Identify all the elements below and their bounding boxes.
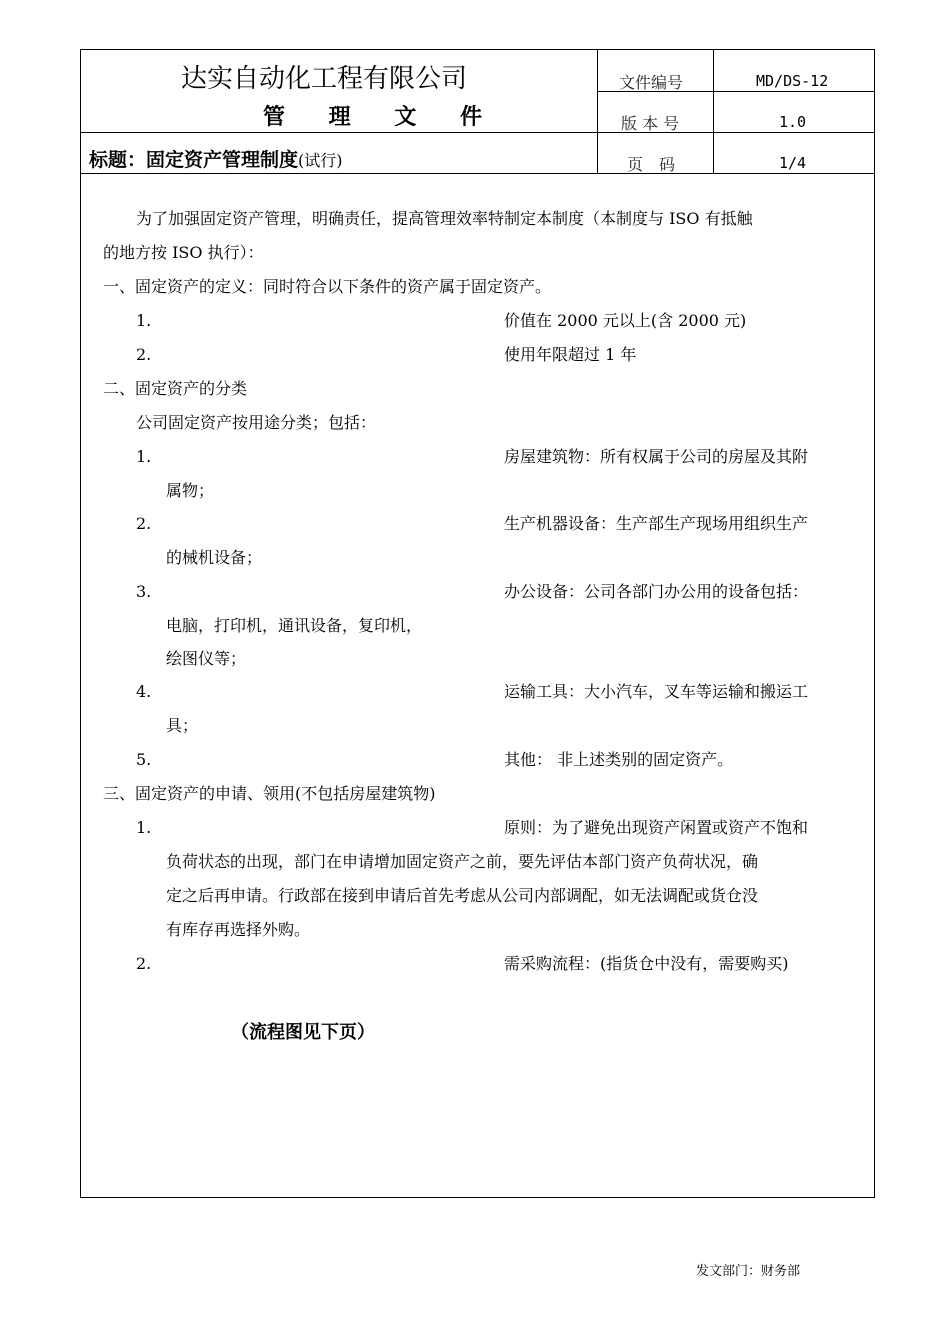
doc-title-suffix: (试行) (298, 151, 343, 170)
doc-type: 管 理 文 件 (263, 105, 500, 130)
sec1-item-2-num: 2. (136, 345, 152, 364)
intro-line-1: 为了加强固定资产管理，明确责任，提高管理效率特制定本制度（本制度与 ISO 有抵触 (136, 209, 753, 228)
sec2-item-4-text: 运输工具：大小汽车，叉车等运输和搬运工 (504, 682, 809, 701)
sec2-item-1-cont: 属物； (166, 481, 215, 500)
meta-value-doc-no: MD/DS-12 (756, 72, 829, 90)
meta-value-page: 1/4 (779, 154, 807, 172)
meta-label-doc-no: 文件编号 (619, 73, 684, 92)
flowchart-note: （流程图见下页） (231, 1022, 375, 1043)
sec2-item-5-text: 其他： 非上述类别的固定资产。 (504, 750, 734, 769)
sec2-item-1-text: 房屋建筑物：所有权属于公司的房屋及其附 (504, 447, 809, 466)
sec3-item-1-num: 1. (136, 818, 152, 837)
sec1-item-1-num: 1. (136, 311, 152, 330)
doc-title-label: 标题：固定资产管理制度 (89, 149, 299, 171)
sec2-item-4-num: 4. (136, 682, 152, 701)
sec3-item-1-cont-1: 负荷状态的出现，部门在申请增加固定资产之前，要先评估本部门资产负荷状况，确 (166, 852, 759, 871)
section-3-heading: 三、固定资产的申请、领用(不包括房屋建筑物) (103, 784, 436, 803)
meta-value-version: 1.0 (779, 113, 807, 131)
sec2-item-3-cont-2: 绘图仪等； (166, 649, 247, 668)
issuing-department: 发文部门：财务部 (696, 1264, 801, 1279)
section-2-intro: 公司固定资产按用途分类；包括： (136, 413, 377, 432)
header-divider-h2 (81, 132, 875, 133)
document-frame (80, 49, 875, 1198)
sec1-item-2-text: 使用年限超过 1 年 (504, 345, 637, 364)
sec2-item-2-num: 2. (136, 514, 152, 533)
section-1-heading: 一、固定资产的定义：同时符合以下条件的资产属于固定资产。 (103, 277, 552, 296)
sec2-item-2-cont: 的械机设备； (166, 548, 263, 567)
header-divider-v2 (713, 50, 714, 173)
sec3-item-2-num: 2. (136, 954, 152, 973)
sec3-item-1-text: 原则：为了避免出现资产闲置或资产不饱和 (504, 818, 809, 837)
section-2-heading: 二、固定资产的分类 (103, 379, 248, 398)
doc-title (89, 145, 343, 172)
header-divider-v1 (597, 50, 598, 173)
sec2-item-3-cont-1: 电脑，打印机，通讯设备，复印机， (166, 616, 423, 635)
sec1-item-1-text: 价值在 2000 元以上(含 2000 元) (504, 311, 747, 330)
sec2-item-3-num: 3. (136, 582, 152, 601)
company-name: 达实自动化工程有限公司 (181, 64, 468, 94)
sec2-item-4-cont: 具； (166, 716, 199, 735)
sec2-item-1-num: 1. (136, 447, 152, 466)
sec3-item-2-text: 需采购流程：(指货仓中没有，需要购买) (504, 954, 789, 973)
meta-label-version: 版 本 号 (621, 114, 680, 133)
sec2-item-3-text: 办公设备：公司各部门办公用的设备包括： (504, 582, 809, 601)
sec3-item-1-cont-3: 有库存再选择外购。 (166, 920, 311, 939)
sec2-item-2-text: 生产机器设备：生产部生产现场用组织生产 (504, 514, 809, 533)
header-divider-h3 (81, 173, 875, 174)
sec2-item-5-num: 5. (136, 750, 152, 769)
meta-label-page: 页 码 (627, 155, 676, 174)
intro-line-2: 的地方按 ISO 执行）： (103, 243, 264, 262)
sec3-item-1-cont-2: 定之后再申请。行政部在接到申请后首先考虑从公司内部调配，如无法调配或货仓没 (166, 886, 759, 905)
